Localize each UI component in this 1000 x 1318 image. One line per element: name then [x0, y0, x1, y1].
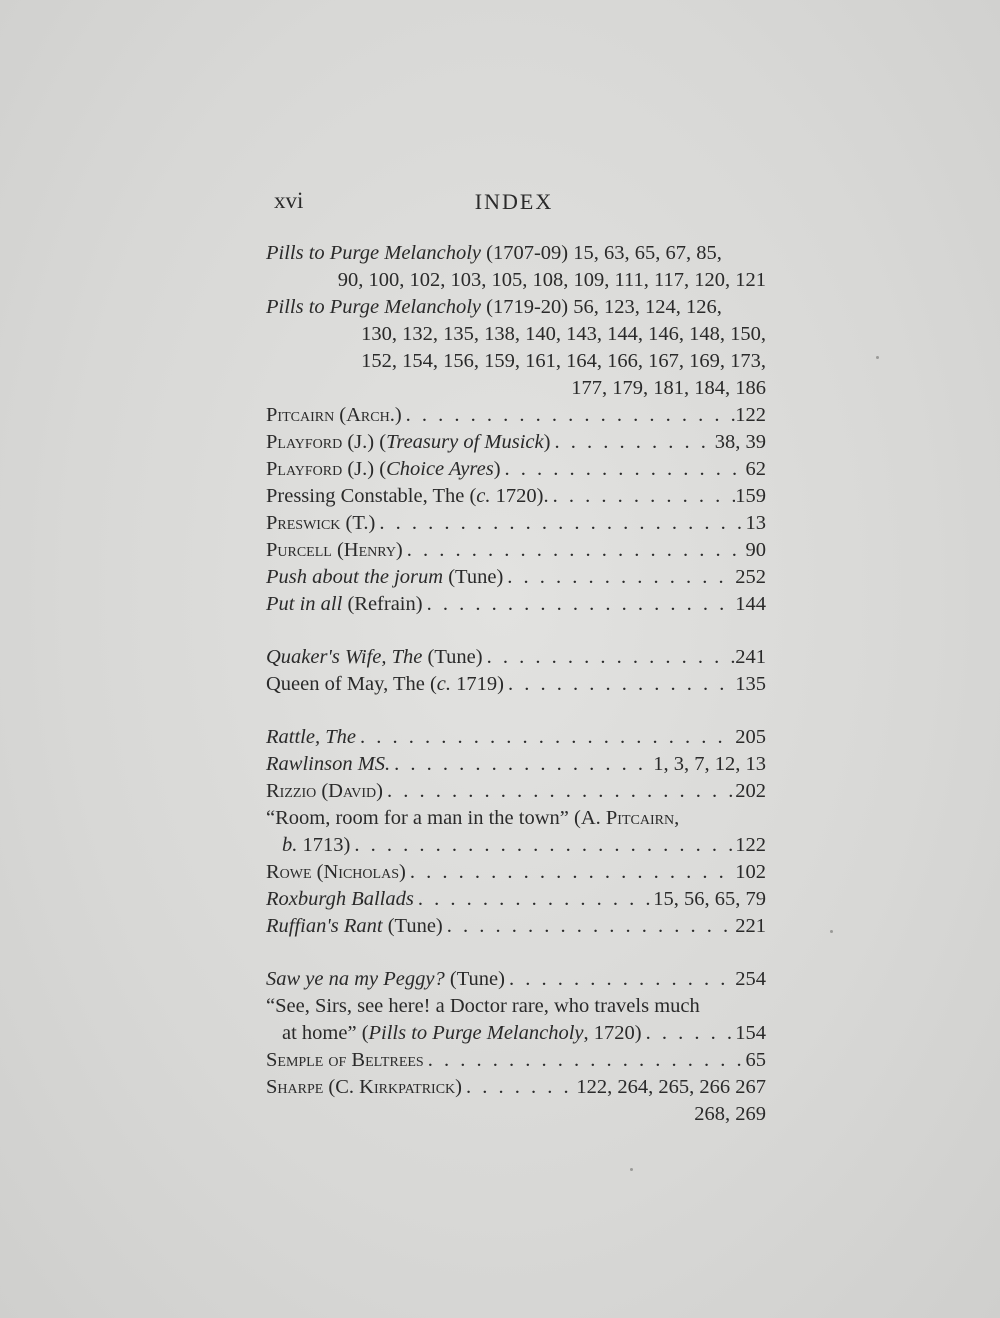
index-entry: Semple of Beltrees . . . 65: [266, 1047, 766, 1074]
index-list: [266, 240, 766, 1128]
paper-speck: [630, 1168, 633, 1171]
index-entry: Rizzio (David) . . . 202: [266, 778, 766, 805]
index-entry: Pills to Purge Melancholy (1707-09) 15, 63, 65, 67, 85,: [266, 242, 722, 264]
index-entry: “See, Sirs, see here! a Doctor rare, who travels much: [266, 995, 700, 1017]
paper-speck: [830, 930, 833, 933]
index-entry: Sharpe (C. Kirkpatrick) . . . 122, 264, 265, 266 267: [266, 1074, 766, 1101]
index-entry: Purcell (Henry) . . . 90: [266, 537, 766, 564]
index-entry: Push about the jorum (Tune) . . . 252: [266, 564, 766, 591]
page-header: [274, 186, 754, 220]
index-entry: Rattle, The . . . 205: [266, 724, 766, 751]
index-entry: Playford (J.) (Choice Ayres) . . . 62: [266, 456, 766, 483]
index-entry-continuation: b. 1713) . . . 122: [266, 832, 766, 859]
index-entry-continuation: 177, 179, 181, 184, 186: [571, 377, 766, 399]
index-entry: Ruffian's Rant (Tune) . . . 221: [266, 913, 766, 940]
index-entry: “Room, room for a man in the town” (A. Pitcairn,: [266, 807, 680, 829]
index-entry-continuation: 268, 269: [694, 1103, 766, 1125]
index-entry: Queen of May, The (c. 1719) . . . 135: [266, 671, 766, 698]
paper-speck: [876, 356, 879, 359]
index-entry: Pressing Constable, The (c. 1720). . . . 159: [266, 483, 766, 510]
index-entry: Rawlinson MS. . . . 1, 3, 7, 12, 13: [266, 751, 766, 778]
index-entry: Roxburgh Ballads . . . 15, 56, 65, 79: [266, 886, 766, 913]
index-entry: Quaker's Wife, The (Tune) . . . 241: [266, 644, 766, 671]
index-entry-continuation: 90, 100, 102, 103, 105, 108, 109, 111, 117, 120, 121: [337, 269, 766, 291]
index-entry: Rowe (Nicholas) . . . 102: [266, 859, 766, 886]
page-title: INDEX: [474, 189, 554, 214]
index-entry-continuation: at home” (Pills to Purge Melancholy, 1720) . . . 154: [266, 1020, 766, 1047]
index-entry: Playford (J.) (Treasury of Musick) . . . 38, 39: [266, 429, 766, 456]
index-entry: Saw ye na my Peggy? (Tune) . . . 254: [266, 966, 766, 993]
page-number: xvi: [274, 188, 304, 213]
index-entry: Preswick (T.) . . . 13: [266, 510, 766, 537]
index-entry: Put in all (Refrain) . . . 144: [266, 591, 766, 618]
index-entry-continuation: 130, 132, 135, 138, 140, 143, 144, 146, 148, 150,: [361, 323, 766, 345]
index-entry-continuation: 152, 154, 156, 159, 161, 164, 166, 167, 169, 173,: [361, 350, 766, 372]
index-entry: Pills to Purge Melancholy (1719-20) 56, 123, 124, 126,: [266, 296, 722, 318]
index-entry: Pitcairn (Arch.) . . . 122: [266, 402, 766, 429]
